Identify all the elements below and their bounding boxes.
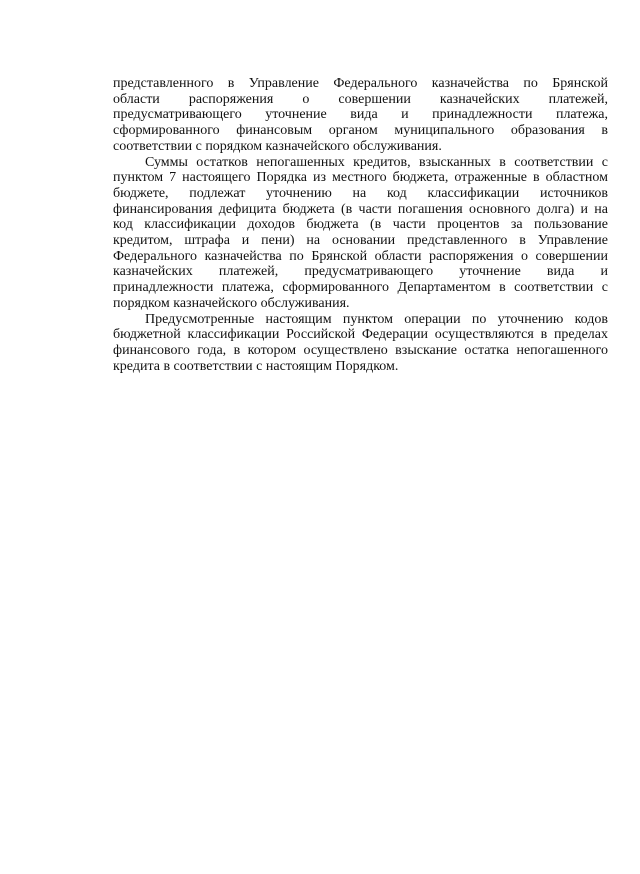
- text-line: бюджетной классификации Российской Федерации осуществляются в пределах: [113, 327, 608, 343]
- text-line: код классификации доходов бюджета (в части процентов за пользование: [113, 217, 608, 233]
- text-line: пунктом 7 настоящего Порядка из местного бюджета, отраженные в областном: [113, 170, 608, 186]
- text-line: принадлежности платежа, сформированного Департаментом в соответствии с: [113, 280, 608, 296]
- text-line: предусматривающего уточнение вида и принадлежности платежа,: [113, 107, 608, 123]
- text-line: сформированного финансовым органом муниципального образования в: [113, 123, 608, 139]
- text-line: представленного в Управление Федерального казначейства по Брянской: [113, 76, 608, 91]
- text-line: бюджете, подлежат уточнению на код классификации источников: [113, 185, 608, 201]
- text-line: казначейских платежей, предусматривающего уточнение вида и: [113, 264, 608, 280]
- text-line: кредита в соответствии с настоящим Порядком.: [113, 358, 399, 374]
- document-body: [113, 76, 608, 374]
- text-line: соответствии с порядком казначейского обслуживания.: [113, 138, 442, 154]
- text-line: финансового года, в котором осуществлено взыскание остатка непогашенного: [113, 342, 608, 358]
- text-line: Федерального казначейства по Брянской области распоряжения о совершении: [113, 248, 608, 264]
- text-line: Предусмотренные настоящим пунктом операции по уточнению кодов: [145, 311, 608, 327]
- paragraph-1: [113, 76, 608, 155]
- text-line: области распоряжения о совершении казначейских платежей,: [113, 91, 608, 107]
- text-line: Суммы остатков непогашенных кредитов, взысканных в соответствии с: [145, 154, 608, 170]
- text-line: порядком казначейского обслуживания.: [113, 295, 350, 311]
- paragraph-2: [113, 155, 608, 312]
- text-line: кредитом, штрафа и пени) на основании представленного в Управление: [113, 233, 608, 249]
- text-line: финансирования дефицита бюджета (в части погашения основного долга) и на: [113, 201, 608, 217]
- paragraph-3: [113, 312, 608, 375]
